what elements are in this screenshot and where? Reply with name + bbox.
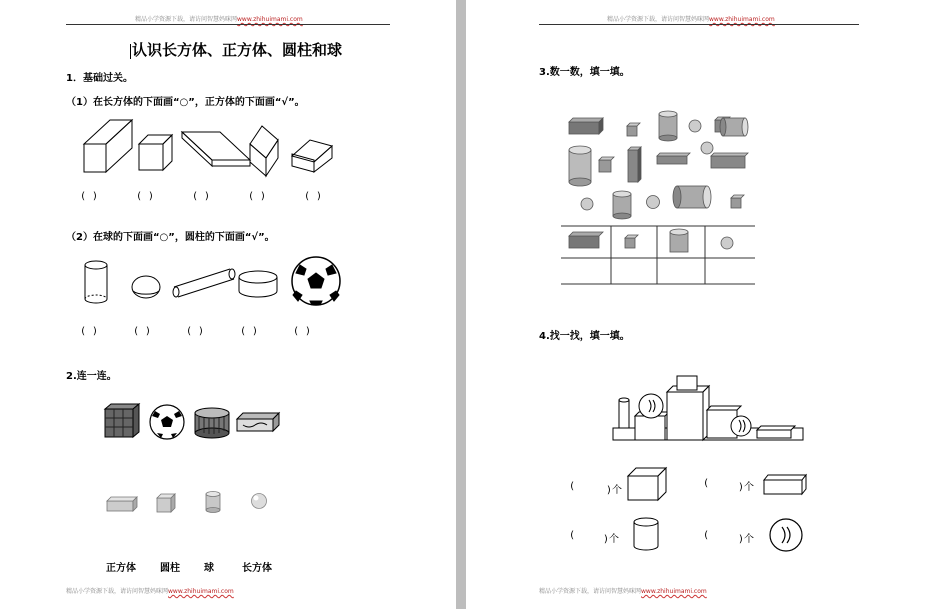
cylinder-item: [569, 146, 591, 186]
cylinder-item: [720, 118, 748, 136]
document-page-left: [0, 0, 456, 609]
label-cube: 正方体: [106, 563, 136, 574]
answer-blank[interactable]: ( ): [248, 191, 267, 202]
header-rule: [66, 24, 390, 25]
table-cylinder-icon: [670, 229, 688, 252]
dome-shape: [132, 276, 160, 298]
section-2-heading: 2.连一连。: [66, 371, 117, 382]
cylinder-item: [673, 186, 711, 208]
answer-open-paren[interactable]: (: [703, 478, 710, 489]
rotated-cube-shape: [250, 126, 278, 176]
small-cube-shape: [139, 135, 172, 170]
answer-open-paren[interactable]: (: [569, 481, 576, 492]
cylinder-target-icon: [631, 516, 661, 554]
cube-solid: [157, 494, 175, 512]
cuboid-item: [569, 118, 603, 134]
disc-shape: [239, 271, 277, 297]
soccer-ball-shape: [292, 257, 340, 305]
section-3-heading: 3.数一数，填一填。: [539, 67, 630, 78]
flat-slab-shape: [182, 132, 250, 166]
label-cylinder: 圆柱: [160, 563, 180, 574]
rubik-cube-object: [105, 404, 139, 437]
sphere-item: [701, 142, 713, 154]
answer-blank[interactable]: ( ): [133, 326, 152, 337]
cube-item: [731, 195, 744, 208]
connect-solids-row: [103, 490, 303, 520]
connect-objects-row: [103, 403, 303, 443]
answer-blank[interactable]: ( ): [136, 191, 155, 202]
answer-open-paren[interactable]: (: [703, 530, 710, 541]
text-cursor: [130, 44, 131, 59]
answer-count-label: )个: [738, 534, 755, 545]
football-object: [150, 405, 184, 439]
cuboid-item: [711, 153, 748, 168]
building-blocks-figure: [611, 370, 811, 450]
page-gap: [456, 0, 466, 609]
cube-target-icon: [626, 466, 670, 502]
sphere-item: [581, 198, 593, 210]
answer-blank[interactable]: ( ): [80, 191, 99, 202]
table-cube-icon: [625, 235, 638, 248]
header-text: 精品小学资源下载，请访问智慧妈咪网www.zhihuimami.com: [607, 16, 775, 23]
answer-blank[interactable]: ( ): [240, 326, 259, 337]
answer-blank[interactable]: ( ): [80, 326, 99, 337]
answer-blank[interactable]: ( ): [293, 326, 312, 337]
cuboid-item: [657, 153, 690, 164]
worksheet-title: 认识长方体、正方体、圆柱和球: [132, 41, 343, 59]
cuboid-target-icon: [762, 472, 808, 498]
count-shapes-figure: [561, 108, 761, 288]
table-sphere-icon: [721, 237, 733, 249]
sphere-solid: [252, 494, 267, 509]
cube-item: [627, 123, 640, 136]
header-rule: [539, 24, 859, 25]
cylinder-solid: [206, 492, 220, 513]
sphere-item: [647, 196, 660, 209]
table-cuboid-icon: [569, 232, 603, 248]
cube-item: [599, 157, 614, 172]
answer-count-label: )个: [603, 534, 620, 545]
diamond-cube-shape: [292, 140, 332, 172]
question-1-1: （1）在长方体的下面画“○”，正方体的下面画“√”。: [66, 97, 305, 108]
cylinder-shape: [85, 261, 107, 303]
label-cuboid: 长方体: [242, 563, 272, 574]
answer-open-paren[interactable]: (: [569, 530, 576, 541]
rod-shape: [173, 269, 235, 297]
solid-shapes-row: [70, 110, 360, 180]
answer-blank[interactable]: ( ): [186, 326, 205, 337]
question-1-2: （2）在球的下面画“○”，圆柱的下面画“√”。: [66, 232, 275, 243]
sphere-target-icon: [768, 517, 804, 553]
pencil-box-object: [237, 413, 279, 431]
answer-blank[interactable]: ( ): [192, 191, 211, 202]
answer-blank[interactable]: ( ): [304, 191, 323, 202]
cylinder-item: [613, 191, 631, 219]
cuboid-solid: [107, 497, 137, 511]
section-1-heading: 1．基础过关。: [66, 73, 133, 84]
cylinder-item: [659, 111, 677, 141]
long-prism-shape: [84, 120, 132, 172]
document-page-right: [466, 0, 931, 609]
round-shapes-row: [70, 255, 360, 315]
sphere-item: [689, 120, 701, 132]
footer-text: 精品小学资源下载，请访问智慧妈咪网www.zhihuimami.com: [66, 588, 234, 595]
answer-count-label: )个: [738, 482, 755, 493]
cuboid-item: [628, 147, 641, 182]
answer-count-label: )个: [606, 485, 623, 496]
drum-object: [195, 408, 229, 438]
footer-text: 精品小学资源下载，请访问智慧妈咪网www.zhihuimami.com: [539, 588, 707, 595]
section-4-heading: 4.找一找，填一填。: [539, 331, 630, 342]
label-sphere: 球: [204, 563, 214, 574]
header-text: 精品小学资源下载，请访问智慧妈咪网www.zhihuimami.com: [135, 16, 303, 23]
